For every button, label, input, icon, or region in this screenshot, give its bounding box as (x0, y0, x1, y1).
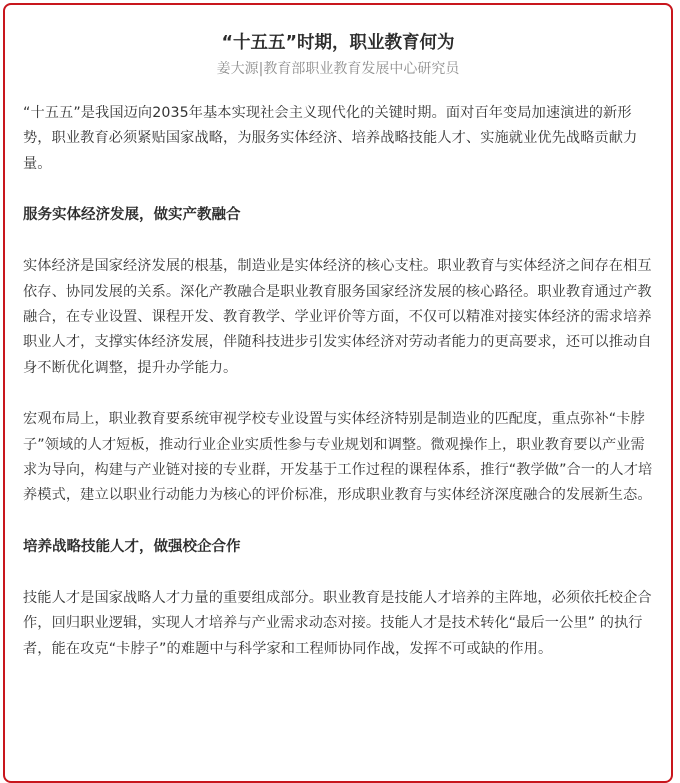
body-paragraph: 宏观布局上，职业教育要系统审视学校专业设置与实体经济特别是制造业的匹配度，重点弥补“卡脖子”领域的人才短板，推动行业企业实质性参与专业规划和调整。微观操作上，职业教育要以产业需求为导向，构建与产业链对接的专业群，开发基于工作过程的课程体系，推行“教学做”合一的人才培养模式，建立以职业行动能力为核心的评价标准，形成职业教育与实体经济深度融合的发展新生态。 (23, 411, 653, 504)
section-heading: 培养战略技能人才，做强校企合作 (23, 538, 241, 555)
section-heading: 服务实体经济发展，做实产教融合 (23, 207, 241, 224)
body-paragraph: 实体经济是国家经济发展的根基，制造业是实体经济的核心支柱。职业教育与实体经济之间存在相互依存、协同发展的关系。深化产教融合是职业教育服务国家经济发展的核心路径。职业教育通过产教融合，在专业设置、课程开发、教育教学、学业评价等方面，不仅可以精准对接实体经济的需求培养职业人才，支撑实体经济发展，伴随科技进步引发实体经济对劳动者能力的更高要求，还可以推动自身不断优化调整，提升办学能力。 (23, 258, 652, 376)
intro-paragraph: “十五五”是我国迈向2035年基本实现社会主义现代化的关键时期。面对百年变局加速演进的新形势，职业教育必须紧贴国家战略，为服务实体经济、培养战略技能人才、实施就业优先战略贡献力量。 (23, 105, 638, 172)
article-card (3, 3, 673, 783)
article-title: “十五五”时期，职业教育何为 (221, 33, 455, 53)
body-paragraph: 技能人才是国家战略人才力量的重要组成部分。职业教育是技能人才培养的主阵地，必须依托校企合作，回归职业逻辑，实现人才培养与产业需求动态对接。技能人才是技术转化“最后一公里” 的执行者，能在攻克“卡脖子”的难题中与科学家和工程师协同作战，发挥不可或缺的作用。 (23, 589, 652, 657)
article-byline: 姜大源|教育部职业教育发展中心研究员 (216, 61, 460, 77)
article-body (23, 101, 659, 688)
